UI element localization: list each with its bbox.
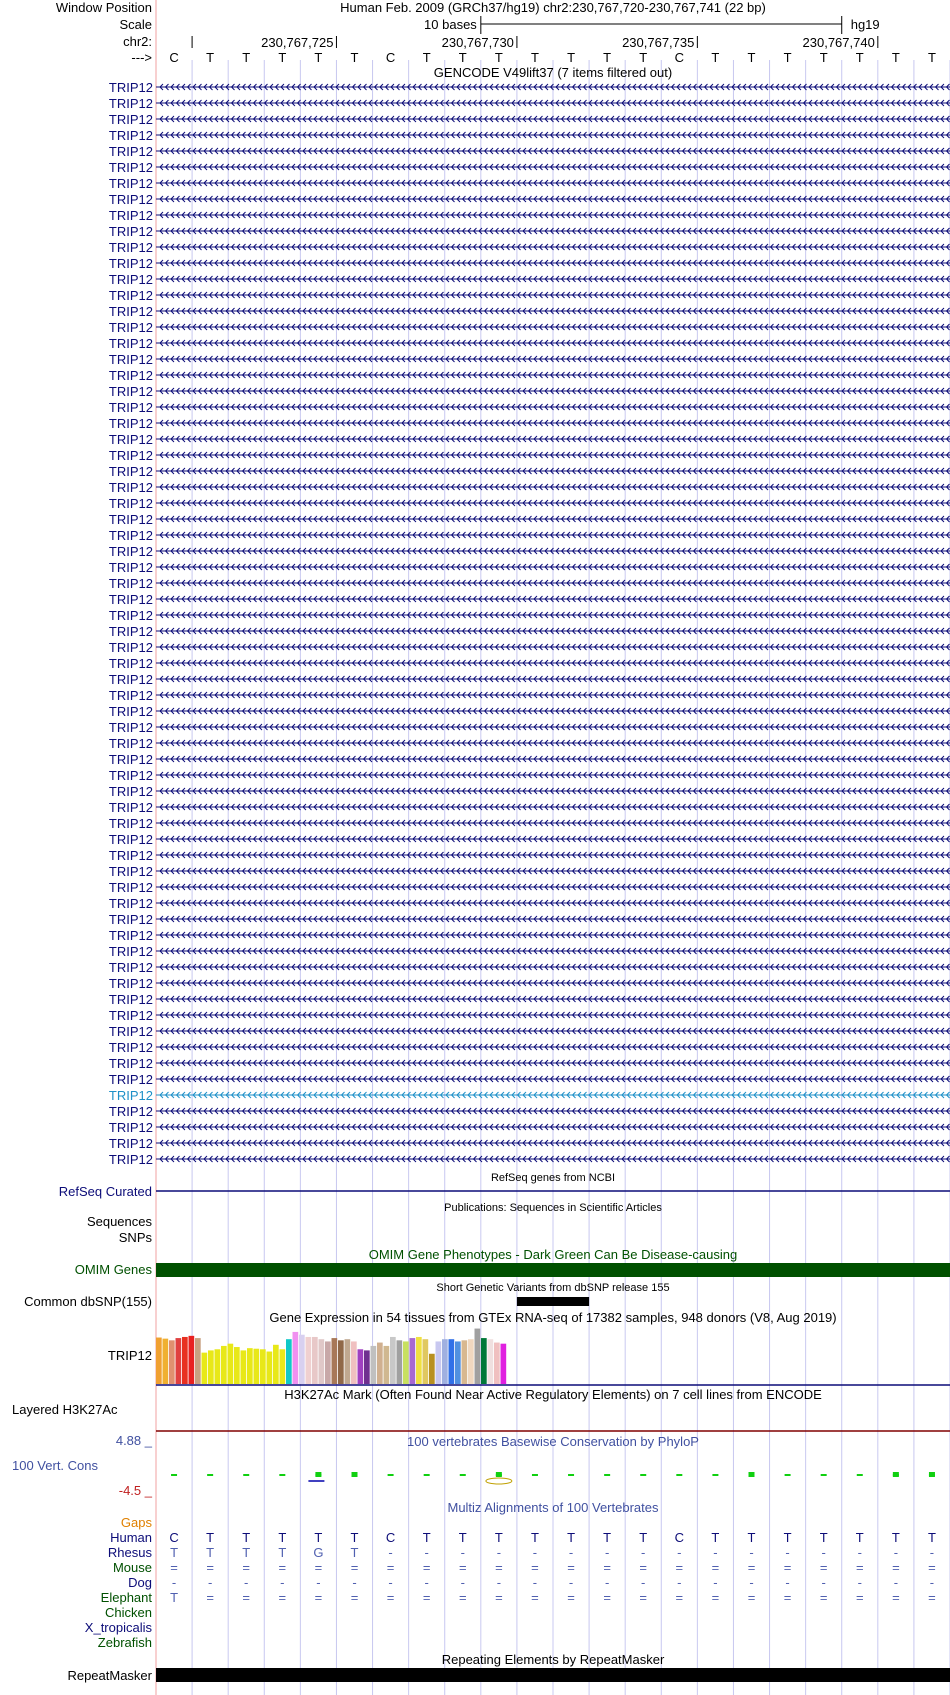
gencode-gene-label[interactable]: TRIP12 [108,528,153,543]
gencode-transcript[interactable] [109,256,950,271]
gencode-transcript[interactable] [109,464,950,479]
gencode-gene-label[interactable]: TRIP12 [108,224,153,239]
gencode-gene-label[interactable]: TRIP12 [108,336,153,351]
sequence-base: T [819,50,828,65]
gencode-gene-label[interactable]: TRIP12 [108,432,153,447]
gencode-track-title[interactable]: GENCODE V49lift37 (7 items filtered out) [433,65,673,80]
sequence-base: T [639,50,648,65]
gencode-gene-label[interactable]: TRIP12 [108,304,153,319]
gencode-gene-label[interactable]: TRIP12 [108,240,153,255]
gencode-gene-label[interactable]: TRIP12 [108,320,153,335]
gencode-gene-label[interactable]: TRIP12 [108,288,153,303]
scale-text: 10 bases [424,17,477,32]
gencode-transcript[interactable] [109,288,950,303]
sequence-base: T [314,50,323,65]
sequence-base: T [783,50,792,65]
gencode-gene-label[interactable]: TRIP12 [108,416,153,431]
gencode-gene-label[interactable]: TRIP12 [108,512,153,527]
sequence-base: T [242,50,251,65]
base-grid [156,60,950,1695]
gencode-gene-label[interactable]: TRIP12 [108,496,153,511]
gencode-transcript[interactable] [109,80,950,95]
gencode-gene-label[interactable]: TRIP12 [108,160,153,175]
gencode-track[interactable] [109,80,950,1167]
gencode-transcript[interactable] [109,544,950,559]
gencode-gene-label[interactable]: TRIP12 [108,448,153,463]
gencode-transcript[interactable] [109,512,950,527]
gencode-gene-label[interactable]: TRIP12 [108,192,153,207]
gencode-transcript[interactable] [109,320,950,335]
gencode-transcript[interactable] [109,480,950,495]
gencode-gene-label[interactable]: TRIP12 [108,560,153,575]
sequence-base: T [927,50,936,65]
gencode-transcript[interactable] [109,144,950,159]
ruler-tick-label: 230,767,740 [802,35,875,50]
sequence-base: C [169,50,179,65]
gencode-transcript[interactable] [109,592,950,607]
gencode-gene-label[interactable]: TRIP12 [108,608,153,623]
gencode-gene-label[interactable]: TRIP12 [108,272,153,287]
gencode-transcript[interactable] [109,128,950,143]
gencode-transcript[interactable] [109,224,950,239]
gencode-transcript[interactable] [109,160,950,175]
assembly-label: hg19 [850,17,880,32]
gencode-transcript[interactable] [109,192,950,207]
sequence-base: C [674,50,685,65]
gencode-transcript[interactable] [109,432,950,447]
gencode-gene-label[interactable]: TRIP12 [108,176,153,191]
gencode-gene-label[interactable]: TRIP12 [108,256,153,271]
gencode-gene-label[interactable]: TRIP12 [108,384,153,399]
gencode-gene-label[interactable]: TRIP12 [108,208,153,223]
sequence-base: T [458,50,467,65]
gencode-transcript[interactable] [109,304,950,319]
gencode-transcript[interactable] [109,528,950,543]
chrom-label: chr2: [123,34,152,49]
window-position-label: Window Position [55,0,152,15]
gencode-gene-label[interactable]: TRIP12 [108,144,153,159]
gencode-transcript[interactable] [109,368,950,383]
ruler-tick-label: 230,767,725 [261,35,334,50]
gencode-transcript[interactable] [109,496,950,511]
sequence-base: T [422,50,431,65]
sequence-base: T [206,50,215,65]
sequence-base: T [278,50,287,65]
gencode-gene-label[interactable]: TRIP12 [108,592,153,607]
strand-arrow-label[interactable]: ---> [131,50,152,65]
sequence-base: T [855,50,864,65]
gencode-gene-label[interactable]: TRIP12 [108,544,153,559]
gencode-transcript[interactable] [109,384,950,399]
gencode-gene-label[interactable]: TRIP12 [108,576,153,591]
scale-label: Scale [119,17,152,32]
sequence-base: T [530,50,539,65]
gencode-gene-label[interactable]: TRIP12 [108,368,153,383]
gencode-gene-label[interactable]: TRIP12 [108,352,153,367]
gencode-transcript[interactable] [109,208,950,223]
gencode-transcript[interactable] [109,576,950,591]
gencode-gene-label[interactable]: TRIP12 [108,96,153,111]
gencode-transcript[interactable] [109,416,950,431]
sequence-base: T [891,50,900,65]
gencode-transcript[interactable] [109,176,950,191]
ruler-tick-label: 230,767,735 [622,35,695,50]
gencode-gene-label[interactable]: TRIP12 [108,112,153,127]
gencode-gene-label[interactable]: TRIP12 [108,80,153,95]
gencode-transcript[interactable] [109,560,950,575]
gencode-transcript[interactable] [109,336,950,351]
sequence-base: T [350,50,359,65]
gencode-transcript[interactable] [109,272,950,287]
sequence-base: T [747,50,756,65]
sequence-base: T [603,50,612,65]
sequence-base: T [711,50,720,65]
position-title[interactable]: Human Feb. 2009 (GRCh37/hg19) chr2:230,767,720-230,767,741 (22 bp) [340,0,766,15]
sequence-base: T [494,50,503,65]
gencode-transcript[interactable] [109,608,950,623]
gencode-transcript[interactable] [109,112,950,127]
sequence-base: C [385,50,396,65]
ruler-tick-label: 230,767,730 [441,35,514,50]
gencode-transcript[interactable] [109,240,950,255]
gencode-gene-label[interactable]: TRIP12 [108,464,153,479]
gencode-transcript[interactable] [109,400,950,415]
gencode-gene-label[interactable]: TRIP12 [108,480,153,495]
gencode-transcript[interactable] [109,352,950,367]
gencode-transcript[interactable] [109,96,950,111]
sequence-base: T [567,50,576,65]
gencode-gene-label[interactable]: TRIP12 [108,128,153,143]
gencode-transcript[interactable] [109,448,950,463]
gencode-gene-label[interactable]: TRIP12 [108,400,153,415]
